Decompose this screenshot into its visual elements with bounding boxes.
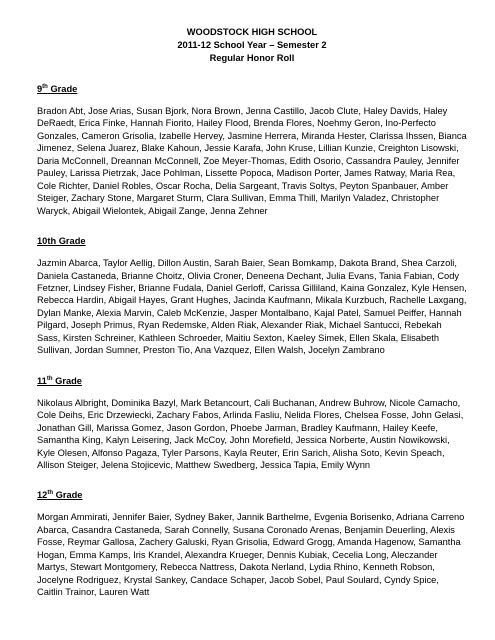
grade-9-section: [37, 83, 467, 217]
document-header: [37, 26, 467, 65]
grade-10-heading: 10th Grade: [37, 236, 86, 247]
grade-9-heading: 9th Grade: [37, 83, 78, 94]
grade-11-heading: 11th Grade: [37, 375, 82, 386]
grade-12-names: Morgan Ammirati, Jennifer Baier, Sydney Baker, Jannik Barthelme, Evgenia Borisenko, Adriana Carreno Abarca, Casandra Castaneda, Sarah Connelly, Susana Coronado Arenas, Benjamin Deuerling, Alexis Fosse, Reymar Gallosa, Zachery Galuski, Ryan Grisolia, Edward Grogg, Amanda Hagenow, Samantha Hogan, Emma Kamps, Iris Krandel, Alexandra Krueger, Dennis Kubiak, Cecelia Long, Aleczander Martys, Stewart Montgomery, Rebecca Nattress, Dakota Nerland, Lydia Rhino, Kenneth Robson, Jocelyne Rodriguez, Krystal Sankey, Candace Schaper, Jacob Sobel, Paul Soulard, Cyndy Spice, Caitlin Trainor, Lauren Watt: [37, 512, 465, 598]
grade-9-names: Bradon Abt, Jose Arias, Susan Bjork, Nora Brown, Jenna Castillo, Jacob Clute, Haley Davids, Haley DeRaedt, Erica Finke, Hannah Fiorito, Hailey Flood, Brenda Flores, Noehmy Geron, Ino-Perfecto Gonzales, Cameron Grisolia, Izabelle Hervey, Jasmine Herrera, Miranda Hester, Clarissa Ihssen, Bianca Jimenez, Selena Juarez, Blake Kahoun, Jessie Karafa, John Kruse, Lillian Kunzie, Creighton Lisowski, Daria McConnell, Dreannan McConnell, Zoe Meyer-Thomas, Edith Osorio, Cassandra Pauley, Jennifer Pauley, Larissa Pietrzak, Jace Pohlman, Lissette Popoca, Madison Porter, James Ratway, Maria Rea, Cole Richter, Daniel Robles, Oscar Rocha, Delia Sargeant, Travis Soltys, Peyton Spanbauer, Amber Steiger, Zachary Stone, Margaret Sturm, Clara Sullivan, Emma Thill, Marilyn Valadez, Christopher Waryck, Abigail Wielontek, Abigail Zange, Jenna Zehner: [37, 106, 467, 216]
grade-11-section: [37, 375, 467, 472]
grade-12-section: [37, 489, 467, 598]
grade-10-names: Jazmin Abarca, Taylor Aellig, Dillon Austin, Sarah Baier, Sean Bomkamp, Dakota Brand, Shea Carzoli, Daniela Castaneda, Brianne Choitz, Olivia Croner, Deneena Dechant, Julia Evans, Tania Fabian, Cody Fetzner, Lindsey Fisher, Brianne Fudala, Daniel Gerloff, Carissa Gilliland, Kaina Gonzalez, Kyle Hensen, Rebecca Hardin, Abigail Hayes, Grant Hughes, Jacinda Kaufmann, Mikala Kurzbuch, Rachelle Laxgang, Dylan Manke, Alexia Marvin, Caleb McKenzie, Jasper Montalbano, Kajal Patel, Samuel Peiffer, Hannah Pilgard, Joseph Primus, Ryan Redemske, Alden Riak, Alexander Riak, Michael Santucci, Rebekah Sass, Kirsten Schreiner, Kathleen Schroeder, Maitiu Sexton, Kaeley Simek, Ellen Skala, Elisabeth Sullivan, Jordan Sumner, Preston Tio, Ana Vazquez, Ellen Walsh, Jocelyn Zambrano: [37, 258, 467, 356]
school-year: 2011-12 School Year – Semester 2: [177, 40, 327, 50]
school-name: WOODSTOCK HIGH SCHOOL: [186, 27, 318, 37]
honor-roll-title: Regular Honor Roll: [209, 53, 295, 63]
grade-12-heading: 12th Grade: [37, 490, 83, 501]
grade-11-names: Nikolaus Albright, Dominika Bazyl, Mark Betancourt, Cali Buchanan, Andrew Buhrow, Nicole Camacho, Cole Deihs, Eric Drzewiecki, Zachary Fabos, Arlinda Fasliu, Nelida Flores, Chelsea Fosse, John Gelasi, Jonathan Gill, Marissa Gomez, Jason Gordon, Phoebe Jarman, Bradley Kaufmann, Hailey Keefe, Samantha King, Kalyn Leisering, Jack McCoy, John Morefield, Jessica Norberte, Austin Nowikowski, Kyle Olesen, Alfonso Pagaza, Tyler Parsons, Kayla Reuter, Erin Sarich, Alisha Soto, Kevin Speach, Allison Steiger, Jelena Stojicevic, Matthew Swedberg, Jessica Tapia, Emily Wynn: [37, 397, 464, 470]
grade-10-section: [37, 235, 467, 357]
